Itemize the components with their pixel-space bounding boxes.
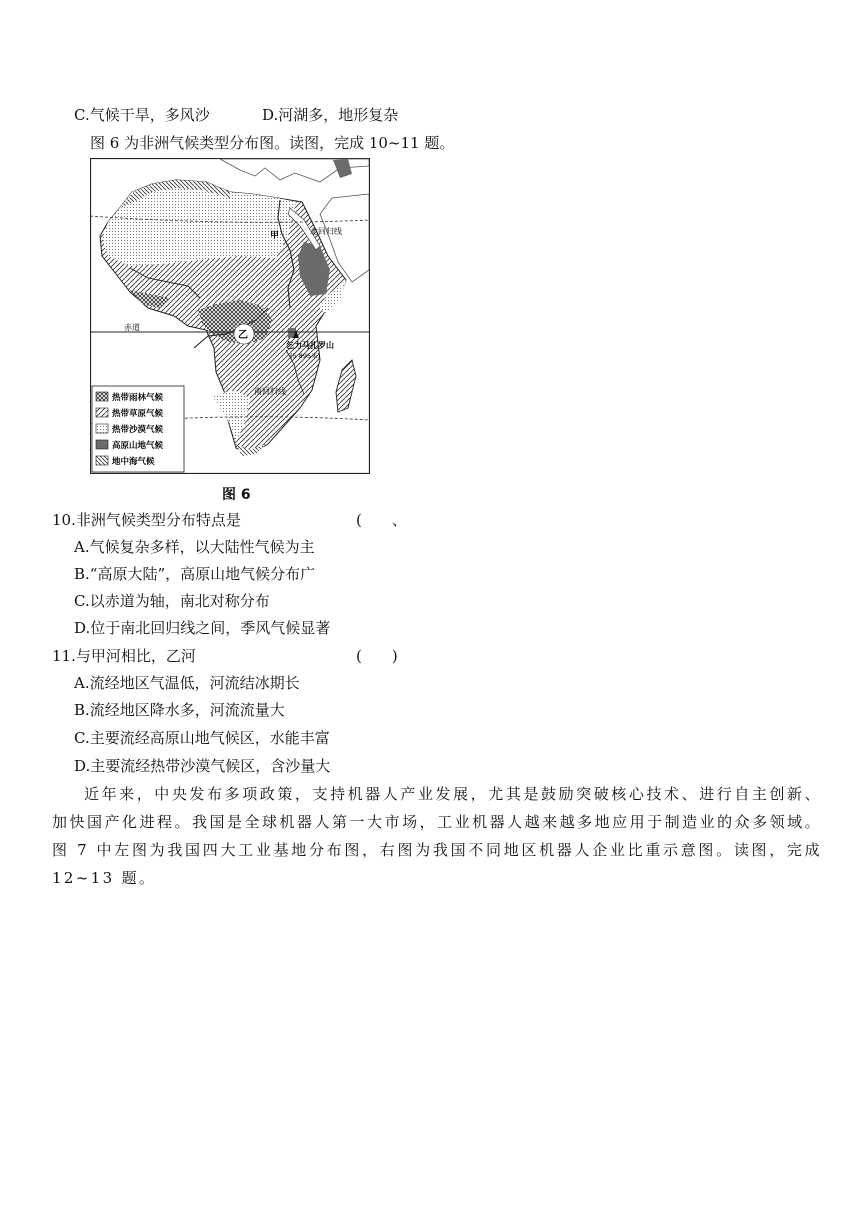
q10-answer-paren: ( 、 [356,511,407,529]
legend-label-savanna: 热带草原气候 [112,409,164,419]
q10-option-d: D.位于南北回归线之间，季风气候显著 [74,619,331,637]
label-jia: 甲 [270,231,280,241]
legend-label-desert: 热带沙漠气候 [112,425,164,435]
legend-label-highland: 高原山地气候 [112,441,164,451]
legend-swatch-savanna [96,408,108,417]
label-tropic-south: 南回归线 [254,387,286,396]
passage-12-13: 近年来，中央发布多项政策，支持机器人产业发展，尤其是鼓励突破核心技术、进行自主创新、加快国产化进程。我国是全球机器人第一大市场，工业机器人越来越多地应用于制造业的众多领域。图 7 中左图为我国四大工业基地分布图，右图为我国不同地区机器人企业比重示意图。读图，完成 12~13 题。 [52,785,822,887]
q10-option-a: A.气候复杂多样，以大陆性气候为主 [74,538,315,556]
label-tropic-north: 北回归线 [310,227,342,236]
q11-option-c: C.主要流经高原山地气候区，水能丰富 [74,729,330,747]
option-c: C.气候干旱，多风沙 [74,106,210,124]
figure-caption: 图 6 [222,487,251,503]
legend-swatch-rainforest [96,392,108,401]
legend-swatch-mediterranean [96,456,108,465]
q10-option-b: B.“高原大陆”，高原山地气候分布广 [74,565,316,583]
q11-stem: 11.与甲河相比，乙河 [52,647,196,665]
q10-option-c: C.以赤道为轴，南北对称分布 [74,592,270,610]
label-equator: 赤道 [124,323,140,332]
africa-climate-map [90,158,370,474]
label-mountain: 乞力马扎罗山 [286,341,334,350]
legend-label-mediterranean: 地中海气候 [112,457,155,467]
map-legend [92,386,184,472]
intro-10-11: 图 6 为非洲气候类型分布图。读图，完成 10~11 题。 [90,134,455,152]
q11-option-b: B.流经地区降水多，河流流量大 [74,701,285,719]
q11-option-a: A.流经地区气温低，河流结冰期长 [74,674,300,692]
option-d: D.河湖多，地形复杂 [262,106,399,124]
q10-stem: 10.非洲气候类型分布特点是 [52,511,241,529]
legend-swatch-highland [96,440,108,449]
legend-label-rainforest: 热带雨林气候 [112,393,164,403]
q11-option-d: D.主要流经热带沙漠气候区，含沙量大 [74,757,331,775]
legend-swatch-desert [96,424,108,433]
label-yi: 乙 [238,330,248,341]
label-elevation: (5 895米) [290,352,321,360]
q11-answer-paren: ( ) [356,647,398,665]
